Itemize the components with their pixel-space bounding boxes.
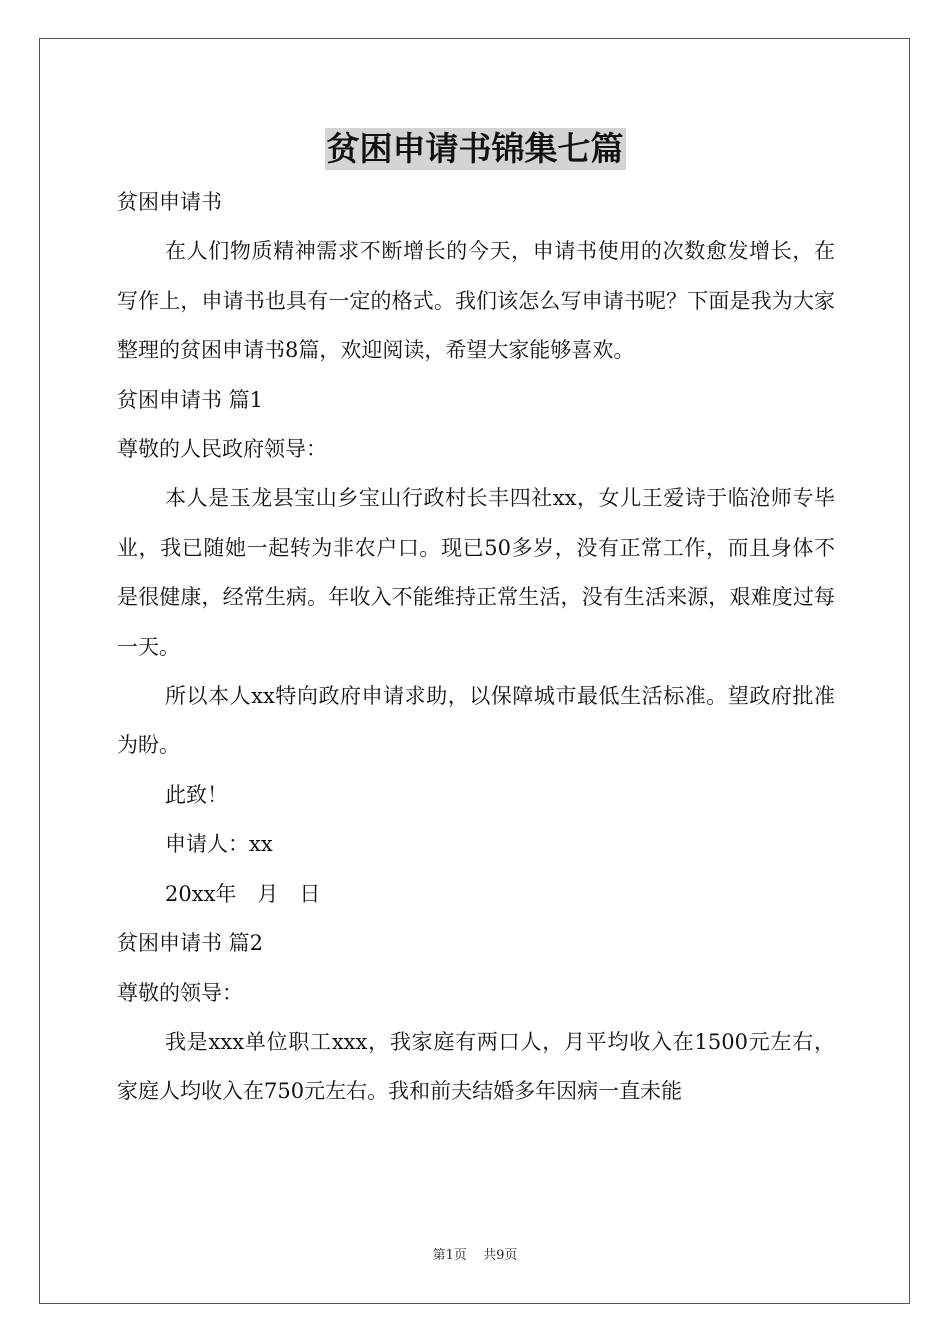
document-body: [117, 178, 835, 1117]
page-number: 第1页: [432, 1248, 467, 1263]
page-footer: [0, 1247, 950, 1265]
date-line: 20xx年 月 日: [165, 881, 321, 906]
section-heading: 贫困申请书 篇1: [117, 387, 264, 412]
salutation: 尊敬的人民政府领导：: [117, 437, 327, 462]
paragraph: 所以本人xx特向政府申请求助，以保障城市最低生活标准。望政府批准为盼。: [117, 684, 835, 758]
paragraph: 在人们物质精神需求不断增长的今天，申请书使用的次数愈发增长，在写作上，申请书也具有一定的格式。我们该怎么写申请书呢？下面是我为大家整理的贫困申请书8篇，欢迎阅读，希望大家能够喜欢。: [117, 239, 835, 363]
paragraph: 我是xxx单位职工xxx，我家庭有两口人，月平均收入在1500元左右，家庭人均收入在750元左右。我和前夫结婚多年因病一直未能: [117, 1029, 835, 1104]
title-container: [0, 128, 950, 170]
document-title: 贫困申请书锦集七篇: [326, 129, 624, 168]
paragraph: 贫困申请书: [117, 190, 222, 214]
salutation: 尊敬的领导：: [117, 980, 243, 1005]
section-heading: 贫困申请书 篇2: [117, 931, 264, 956]
paragraph: 本人是玉龙县宝山乡宝山行政村长丰四社xx，女儿王爱诗于临沧师专毕业，我已随她一起转为非农户口。现已50多岁，没有正常工作，而且身体不是很健康，经常生病。年收入不能维持正常生活，没有生活来源，艰难度过每一天。: [117, 486, 835, 659]
page-total: 共9页: [483, 1248, 518, 1263]
closing: 此致！: [165, 782, 228, 807]
applicant-line: 申请人：xx: [165, 832, 273, 857]
